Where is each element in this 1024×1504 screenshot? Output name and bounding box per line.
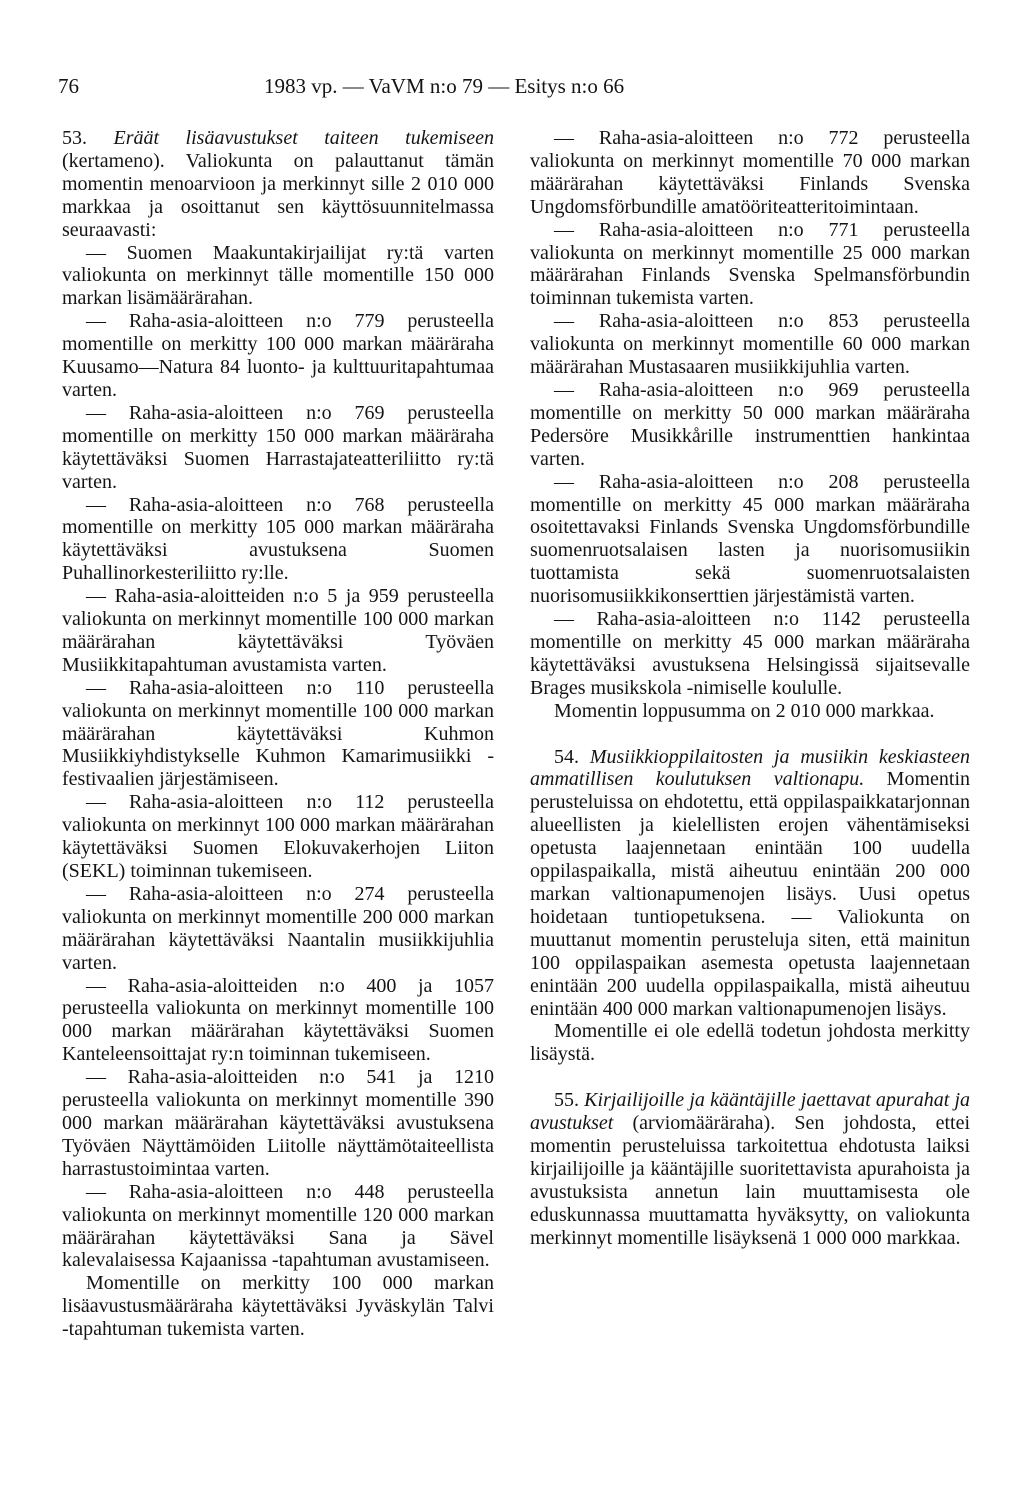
paragraph: Momentille on merkitty 100 000 markan lisäavustusmääräraha käytettäväksi Jyväskylän Talvi -tapahtuman tukemista varten. <box>62 1272 494 1341</box>
section-55-title: Kirjailijoille ja kääntäjille jaettavat apurahat ja avustukset <box>530 1089 970 1135</box>
paragraph: — Raha-asia-aloitteen n:o 448 perusteella valiokunta on merkinnyt momentille 120 000 markan määrärahan käytettäväksi Sana ja Sävel kalevalaisessa Kajaanissa -tapahtuman avustamiseen. <box>62 1180 494 1272</box>
section-53-text: (kertameno). Valiokunta on palauttanut tämän momentin menoarvioon ja merkinnyt sille 2 010 000 markkaa ja osoittanut sen käyttösuunnitelmassa seuraavasti: <box>62 149 494 241</box>
section-54-text: Momentin perusteluissa on ehdotettu, että oppilaspaikkatarjonnan alueellisten ja kielellisten erojen vähentämiseksi opetusta laajennetaan enintään 100 uudella oppilaspaikalla, mistä aiheutuu enintään 200 000 markan valtionapumenojen lisäys. Uusi opetus hoidetaan tuntiopetuksena. — Valiokunta on muuttanut momentin perusteluja siten, että mainitun 100 oppilaspaikan asemesta opetusta laajennetaan enintään 200 uudella oppilaspaikalla, mistä aiheutuu enintään 400 000 markan valtionapumenojen lisäys. <box>530 768 971 1020</box>
paragraph: — Raha-asia-aloitteiden n:o 541 ja 1210 perusteella valiokunta on merkinnyt momentille 390 000 markan määrärahan käytettäväksi avustuksena Työväen Näyttämöiden Liitolle näyttämötaiteellista harrastustoimintaa varten. <box>62 1066 494 1180</box>
paragraph: — Raha-asia-aloitteen n:o 769 perusteella momentille on merkitty 150 000 markan määräraha käytettäväksi Suomen Harrastajateatteriliitto ry:tä varten. <box>62 401 494 493</box>
header-title: 1983 vp. — VaVM n:o 79 — Esitys n:o 66 <box>264 74 625 98</box>
section-53-number: 53. <box>62 127 87 149</box>
section-53-title: Eräät lisäavustukset taiteen tukemiseen <box>113 127 494 149</box>
paragraph: — Raha-asia-aloitteen n:o 110 perusteella valiokunta on merkinnyt momentille 100 000 markan määrärahan käytettäväksi Kuhmon Musiikkiyhdistykselle Kuhmon Kamarimusiikki -festivaalien järjestämiseen. <box>62 676 494 791</box>
paragraph: — Raha-asia-aloitteen n:o 1142 perusteella momentille on merkitty 45 000 markan määräraha käytettäväksi avustuksena Helsingissä sijaitsevalle Brages musikskola -nimiselle koululle. <box>530 608 970 699</box>
paragraph: — Raha-asia-aloitteen n:o 274 perusteella valiokunta on merkinnyt momentille 200 000 markan määrärahan käytettäväksi Naantalin musiikkijuhlia varten. <box>62 882 494 974</box>
paragraph: — Raha-asia-aloitteen n:o 779 perusteella momentille on merkitty 100 000 markan määräraha Kuusamo—Natura 84 luonto- ja kulttuuritapahtumaa varten. <box>62 310 494 401</box>
paragraph: Momentille ei ole edellä todetun johdosta merkitty lisäystä. <box>530 1020 970 1066</box>
paragraph: — Raha-asia-aloitteen n:o 768 perusteella momentille on merkitty 105 000 markan määräraha käytettäväksi avustuksena Suomen Puhallinorkesteriliitto ry:lle. <box>62 493 494 585</box>
section-54-number: 54. <box>554 745 579 768</box>
paragraph: Momentin loppusumma on 2 010 000 markkaa. <box>554 699 935 722</box>
page-number: 76 <box>58 74 79 98</box>
section-55-number: 55. <box>554 1089 579 1112</box>
page-header <box>58 72 718 100</box>
paragraph: — Raha-asia-aloitteen n:o 772 perusteella valiokunta on merkinnyt momentille 70 000 markan määrärahan käytettäväksi Finlands Svenska Ungdomsförbundille amatööriteatteritoimintaan. <box>530 127 970 218</box>
section-54 <box>530 746 970 1021</box>
section-55-text: (arviomääräraha). Sen johdosta, ettei momentin perusteluissa tarkoitettua ehdotusta laiksi kirjailijoille ja kääntäjille suoritettavista apurahoista ja avustuksista annetun lain muuttamisesta ole eduskunnassa muuttamatta hyväksytty, on valiokunta merkinnyt momentille lisäyksenä 1 000 000 markkaa. <box>530 1112 970 1249</box>
paragraph: — Raha-asia-aloitteen n:o 208 perusteella momentille on merkitty 45 000 markan määräraha osoitettavaksi Finlands Svenska Ungdomsförbundille suomenruotsalaisen lasten ja nuorisomusiikin tuottamista sekä suomenruotsalaisten nuorisomusiikkikonserttien järjestämistä varten. <box>530 470 970 608</box>
section-55 <box>530 1089 970 1249</box>
paragraph: — Raha-asia-aloitteiden n:o 400 ja 1057 perusteella valiokunta on merkinnyt momentille 100 000 markan määrärahan käytettäväksi Suomen Kanteleensoittajat ry:n toiminnan tukemiseen. <box>62 974 494 1066</box>
paragraph: — Raha-asia-aloitteen n:o 112 perusteella valiokunta on merkinnyt 100 000 markan määrärahan käytettäväksi Suomen Elokuvakerhojen Liiton (SEKL) toiminnan tukemiseen. <box>62 791 494 882</box>
paragraph: — Raha-asia-aloitteiden n:o 5 ja 959 perusteella valiokunta on merkinnyt momentille 100 000 markan määrärahan käytettäväksi Työväen Musiikkitapahtuman avustamista varten. <box>62 585 494 676</box>
paragraph: — Suomen Maakuntakirjailijat ry:tä varten valiokunta on merkinnyt tälle momentille 150 000 markan lisämäärärahan. <box>62 241 494 310</box>
paragraph: — Raha-asia-aloitteen n:o 771 perusteella valiokunta on merkinnyt momentille 25 000 markan määrärahan Finlands Svenska Spelmansförbundin toiminnan tukemista varten. <box>530 218 970 310</box>
section-53 <box>62 127 494 242</box>
section-54-title: Musiikkioppilaitosten ja musiikin keskiasteen ammatillisen koulutuksen valtionapu. <box>530 745 970 791</box>
right-column <box>530 127 970 1250</box>
paragraph: — Raha-asia-aloitteen n:o 969 perusteella momentille on merkitty 50 000 markan määräraha Pedersöre Musikkårille instrumenttien hankintaa varten. <box>530 378 970 470</box>
left-column <box>62 127 494 1341</box>
paragraph: — Raha-asia-aloitteen n:o 853 perusteella valiokunta on merkinnyt momentille 60 000 markan määrärahan Mustasaaren musiikkijuhlia varten. <box>530 310 970 379</box>
